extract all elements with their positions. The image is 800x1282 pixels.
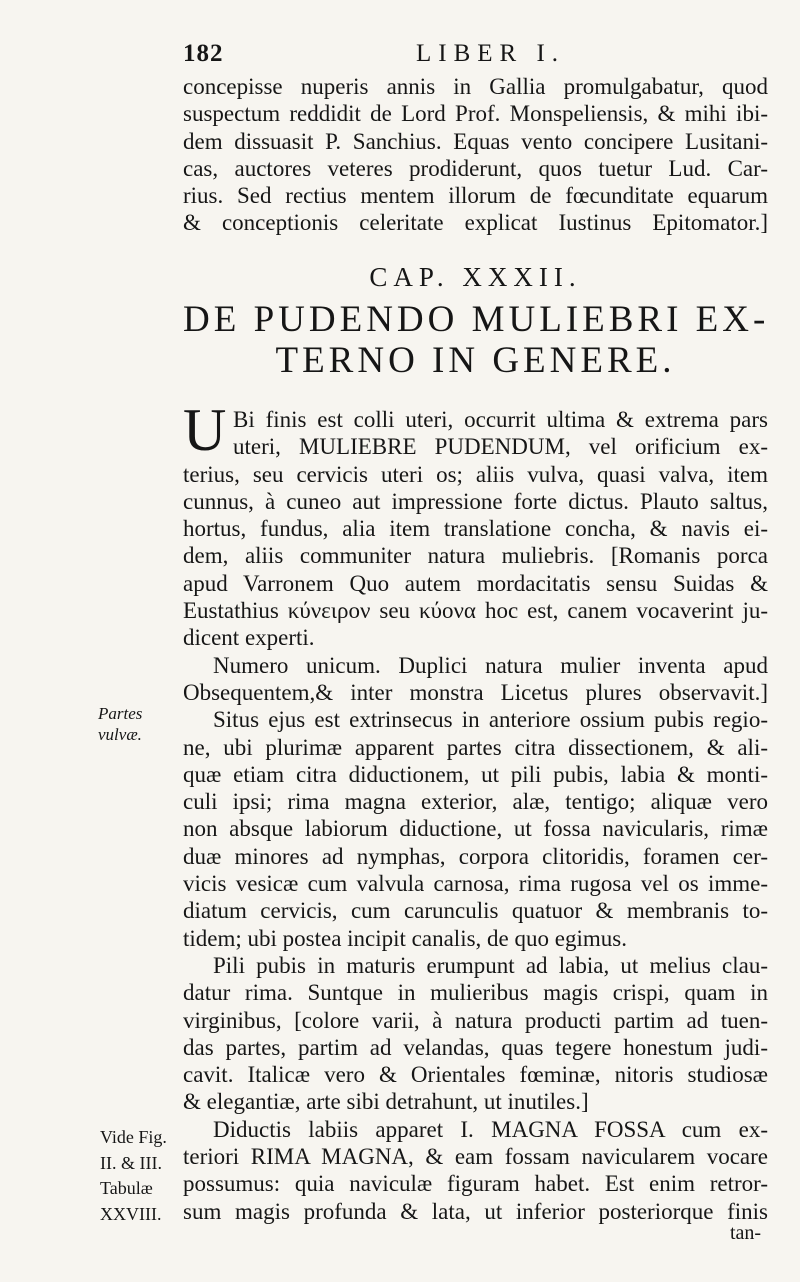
text-line: Bi finis est colli uteri, occurrit ultima & extrema pars — [233, 407, 768, 432]
text-line: teriori RIMA MAGNA, & eam fossam navicularem vocare — [183, 1144, 768, 1170]
text-line: dem dissuasit P. Sanchius. Equas vento concipere Lusitani- — [183, 128, 768, 154]
text-line: non absque labiorum diductione, ut fossa navicularis, rimæ — [183, 816, 768, 842]
text-line: Diductis labiis apparet I. MAGNA FOSSA cum ex- — [213, 1116, 768, 1142]
text-line: Numero unicum. Duplici natura mulier inventa apud — [213, 652, 768, 678]
text-line: quæ etiam citra diductionem, ut pili pubis, labia & monti- — [183, 761, 768, 787]
running-title: LIBER I. — [416, 40, 566, 67]
text-line: virginibus, [colore varii, à natura producti partim ad tuen- — [183, 1007, 768, 1033]
text-line: das partes, partim ad velandas, quas tegere honestum judi- — [183, 1034, 768, 1060]
text-line: concepisse nuperis annis in Gallia promulgabatur, quod — [183, 74, 768, 99]
text-line: rius. Sed rectius mentem illorum de fœcunditate equarum — [183, 183, 768, 209]
margin-note-partes: Partes vulvæ. — [98, 704, 143, 744]
text-line: uteri, MULIEBRE PUDENDUM, vel orificium ex- — [233, 434, 768, 460]
text-line: & elegantiæ, arte sibi detrahunt, ut inutiles.] — [183, 1089, 589, 1115]
running-head — [183, 40, 768, 74]
text-line: dicent experti. — [183, 625, 315, 651]
chapter-title-line-2: TERNO IN GENERE. — [275, 340, 676, 381]
text-line: cunnus, à cuneo aut impressione forte dictus. Plauto saltus, — [183, 488, 768, 514]
chapter-title-line-1: DE PUDENDO MULIEBRI EX- — [183, 299, 770, 340]
text-line: cas, auctores veteres prodiderunt, quos tuetur Lud. Car- — [183, 155, 768, 181]
text-line: culi ipsi; rima magna exterior, alæ, tentigo; aliquæ vero — [183, 789, 768, 815]
text-line: terius, seu cervicis uteri os; aliis vulva, quasi valva, item — [183, 461, 768, 487]
text-line: suspectum reddidit de Lord Prof. Monspeliensis, & mihi ibi- — [183, 101, 768, 127]
chapter-label: CAP. XXXII. — [369, 262, 582, 292]
text-line: Eustathius κύνειρον seu κύονα hoc est, canem vocaverint ju- — [183, 598, 768, 624]
text-line: datur rima. Suntque in mulieribus magis crispi, quam in — [183, 980, 768, 1006]
text-line: possumus: quia naviculæ figuram habet. Est enim retror- — [183, 1171, 768, 1197]
text-line: & conceptionis celeritate explicat Iustinus Epitomator.] — [183, 210, 768, 236]
text-line: hortus, fundus, alia item translatione concha, & navis ei- — [183, 516, 768, 542]
text-line: cavit. Italicæ vero & Orientales fœminæ, nitoris studiosæ — [183, 1062, 768, 1088]
margin-note-vide: Vide Fig. II. & III. Tabulæ XXVIII. — [100, 1127, 167, 1224]
text-line: sum magis profunda & lata, ut inferior posteriorque finis — [183, 1198, 768, 1224]
text-line: ne, ubi plurimæ apparent partes citra dissectionem, & ali- — [183, 734, 768, 760]
text-line: vicis vesicæ cum valvula carnosa, rima rugosa vel os imme- — [183, 871, 768, 897]
catchword: tan- — [730, 1222, 762, 1244]
top-paragraph — [183, 73, 768, 237]
text-line: diatum cervicis, cum carunculis quatuor & membranis to- — [183, 898, 768, 924]
text-line: apud Varronem Quo autem mordacitatis sensu Suidas & — [183, 570, 768, 596]
text-line: Situs ejus est extrinsecus in anteriore ossium pubis regio- — [213, 707, 768, 733]
text-line: Pili pubis in maturis erumpunt ad labia, ut melius clau- — [213, 952, 768, 978]
text-line: Obsequentem,& inter monstra Licetus plures observavit.] — [183, 679, 768, 705]
text-line: dem, aliis communiter natura muliebris. [Romanis porca — [183, 543, 768, 569]
page-number: 182 — [183, 40, 224, 67]
text-line: duæ minores ad nymphas, corpora clitoridis, foramen cer- — [183, 843, 768, 869]
main-body — [183, 406, 768, 1225]
drop-cap: U — [183, 397, 227, 463]
text-line: tidem; ubi postea incipit canalis, de quo egimus. — [183, 925, 627, 951]
